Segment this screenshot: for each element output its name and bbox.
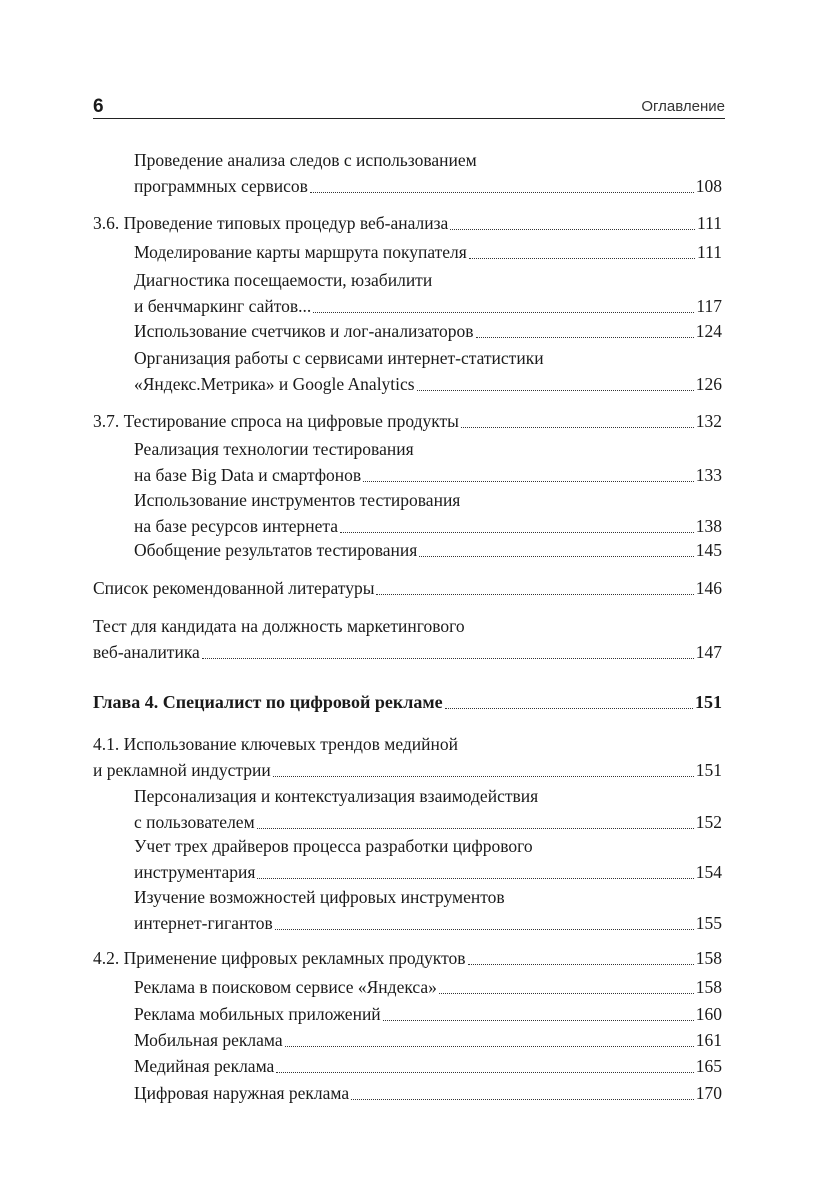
toc-entry <box>134 487 722 539</box>
dot-leader <box>257 878 693 879</box>
toc-page-number: 158 <box>695 977 722 997</box>
toc-section <box>93 613 722 665</box>
toc-entry-title: интернет-гигантов <box>134 913 273 933</box>
toc-entry-line: Персонализация и контекстуализация взаимодействия <box>134 786 539 806</box>
toc-entry <box>134 1027 722 1053</box>
toc-entry-title: 3.7. Тестирование спроса на цифровые продукты <box>93 411 459 431</box>
toc-entry <box>134 833 722 885</box>
toc-entry <box>134 884 722 936</box>
dot-leader <box>439 993 694 994</box>
toc-section <box>93 575 722 601</box>
dot-leader <box>340 532 694 533</box>
toc-chapter <box>93 689 722 715</box>
toc-entry <box>134 318 722 344</box>
dot-leader <box>351 1099 694 1100</box>
dot-leader <box>310 192 694 193</box>
toc-page-number: 151 <box>695 760 722 780</box>
toc-entry-title: Использование счетчиков и лог-анализаторов <box>134 321 474 341</box>
toc-entry <box>134 345 722 397</box>
toc-entry <box>134 436 722 488</box>
toc-entry-line: Изучение возможностей цифровых инструментов <box>134 887 505 907</box>
toc-page-number: 158 <box>695 948 722 968</box>
dot-leader <box>202 658 694 659</box>
running-header <box>93 96 725 119</box>
toc-section <box>93 945 722 971</box>
toc-entry-title: программных сервисов <box>134 176 308 196</box>
toc-entry-title: с пользователем <box>134 812 255 832</box>
toc-entry-title: Медийная реклама <box>134 1056 275 1076</box>
toc-entry-line: Организация работы с сервисами интернет-статистики <box>134 348 544 368</box>
toc-entry <box>134 239 722 265</box>
dot-leader <box>363 481 694 482</box>
toc-page-number: 155 <box>695 913 722 933</box>
toc-entry-line: 4.1. Использование ключевых трендов медийной <box>93 734 458 754</box>
toc-entry-title: Цифровая наружная реклама <box>134 1083 350 1103</box>
toc-entry <box>134 1053 722 1079</box>
dot-leader <box>376 594 693 595</box>
toc-entry-title: 4.2. Применение цифровых рекламных продуктов <box>93 948 466 968</box>
toc-page-number: 111 <box>697 213 722 233</box>
toc-section <box>93 731 722 783</box>
page-number: 6 <box>93 96 104 117</box>
dot-leader <box>476 337 694 338</box>
dot-leader <box>468 964 694 965</box>
dot-leader <box>417 390 694 391</box>
dot-leader <box>313 312 694 313</box>
toc-entry-title: Мобильная реклама <box>134 1030 283 1050</box>
toc-entry-line: Использование инструментов тестирования <box>134 490 461 510</box>
toc-entry-line: Тест для кандидата на должность маркетингового <box>93 616 465 636</box>
toc-entry-line: Учет трех драйверов процесса разработки цифрового <box>134 836 533 856</box>
toc-entry <box>134 1001 722 1027</box>
toc-page-number: 117 <box>696 296 722 316</box>
dot-leader <box>461 427 694 428</box>
toc-entry-title: на базе Big Data и смартфонов <box>134 465 362 485</box>
toc-entry <box>134 1080 722 1106</box>
toc-entry-title: Реклама мобильных приложений <box>134 1004 381 1024</box>
toc-entry-title: и рекламной индустрии <box>93 760 271 780</box>
toc-page-number: 146 <box>695 578 722 598</box>
dot-leader <box>445 708 693 709</box>
toc-page-number: 124 <box>695 321 722 341</box>
toc-page-number: 138 <box>695 516 722 536</box>
toc-entry <box>134 537 722 563</box>
dot-leader <box>285 1046 694 1047</box>
toc-entry-title: Список рекомендованной литературы <box>93 578 375 598</box>
toc-entry <box>134 267 722 319</box>
toc-entry-line: Реализация технологии тестирования <box>134 439 414 459</box>
toc-page-number: 108 <box>695 176 722 196</box>
toc-entry-title: веб-аналитика <box>93 642 200 662</box>
toc-page-number: 111 <box>697 242 722 262</box>
toc-page-number: 147 <box>695 642 722 662</box>
toc-page-number: 161 <box>695 1030 722 1050</box>
dot-leader <box>469 258 695 259</box>
toc-page-number: 152 <box>695 812 722 832</box>
dot-leader <box>275 929 694 930</box>
toc-page-number: 132 <box>695 411 722 431</box>
toc-entry-title: Моделирование карты маршрута покупателя <box>134 242 467 262</box>
toc-entry-title: Реклама в поисковом сервисе «Яндекса» <box>134 977 437 997</box>
toc-entry-title: 3.6. Проведение типовых процедур веб-анализа <box>93 213 449 233</box>
toc-page-number: 133 <box>695 465 722 485</box>
toc-entry-line: Проведение анализа следов с использованием <box>134 150 477 170</box>
toc-page-number: 165 <box>695 1056 722 1076</box>
dot-leader <box>383 1020 694 1021</box>
toc-entry-title: «Яндекс.Метрика» и Google Analytics <box>134 374 415 394</box>
toc-entry-title: инструментария <box>134 862 256 882</box>
running-title: Оглавление <box>641 98 725 115</box>
toc-entry-title: Глава 4. Специалист по цифровой рекламе <box>93 692 443 712</box>
toc-entry <box>134 974 722 1000</box>
toc-entry-line: Диагностика посещаемости, юзабилити <box>134 270 433 290</box>
dot-leader <box>276 1072 693 1073</box>
toc-section <box>93 408 722 434</box>
toc-page-number: 145 <box>695 540 722 560</box>
toc-entry-title: на базе ресурсов интернета <box>134 516 339 536</box>
dot-leader <box>257 828 694 829</box>
toc-page-number: 154 <box>695 862 722 882</box>
dot-leader <box>273 776 694 777</box>
toc-entry <box>134 147 722 199</box>
toc-section <box>93 210 722 236</box>
toc-page-number: 170 <box>695 1083 722 1103</box>
toc-entry-title: и бенчмаркинг сайтов... <box>134 296 312 316</box>
toc-page-number: 160 <box>695 1004 722 1024</box>
toc-page-number: 151 <box>695 692 722 712</box>
toc-page-number: 126 <box>695 374 722 394</box>
dot-leader <box>450 229 695 230</box>
toc-entry-title: Обобщение результатов тестирования <box>134 540 418 560</box>
dot-leader <box>419 556 693 557</box>
toc-entry <box>134 783 722 835</box>
